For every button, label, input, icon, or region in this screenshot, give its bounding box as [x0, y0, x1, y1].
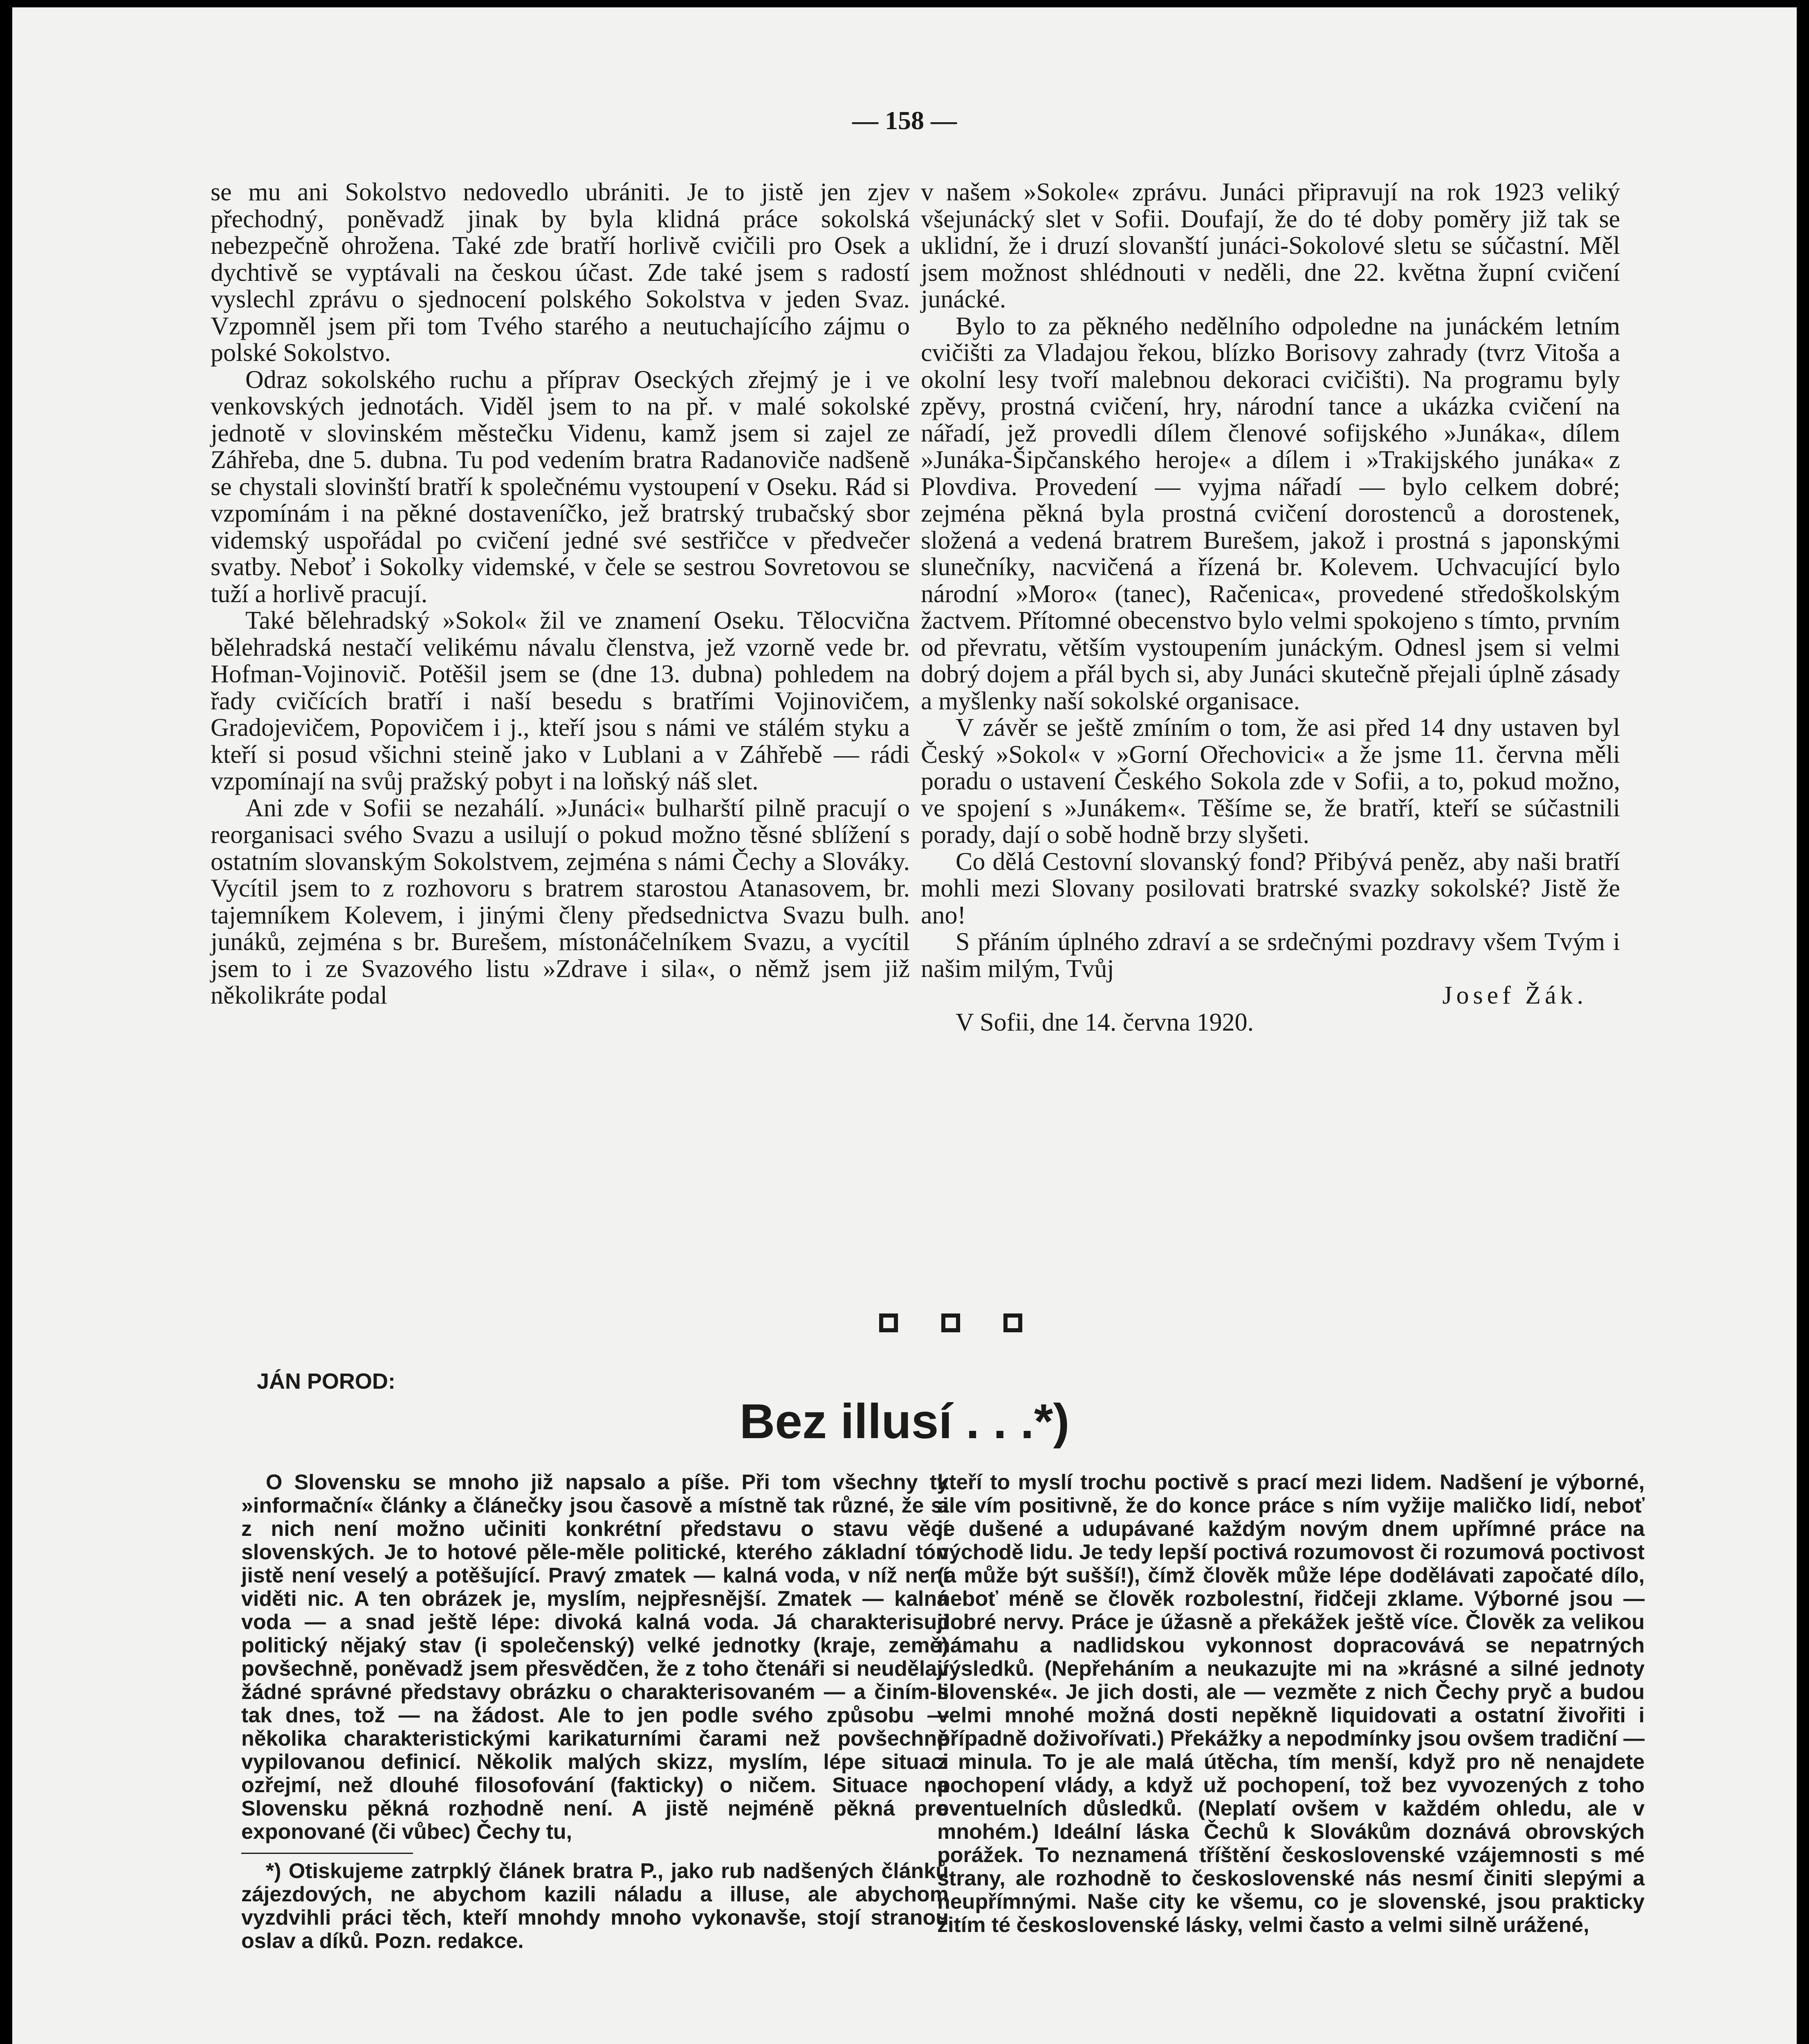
letter-dateline: V Sofii, dne 14. června 1920.: [956, 1008, 1254, 1036]
letter-paragraph: V závěr se ještě zmíním o tom, že asi před 14 dny ustaven byl Český »Sokol« v »Gorní Ořechovici« a že jsme 11. června měli poradu o ustavení Českého Sokola zde v Sofii, a to, pokud možno, ve spojení s »Junákem«. Těšíme se, že bratří, kteří se súčastnili porady, dají o sobě hodně brzy slyšeti.: [921, 714, 1620, 849]
article-title: Bez illusí . . .*): [739, 1394, 1070, 1449]
square-ornament-icon: [1003, 1313, 1022, 1332]
letter-paragraph: S přáním úplného zdraví a se srdečnými pozdravy všem Tvým i našim milým, Tvůj: [921, 928, 1620, 983]
page-number: — 158 —: [852, 106, 957, 135]
article-column-right: [937, 1471, 1645, 1937]
letter-paragraph: Co dělá Cestovní slovanský fond? Přibývá peněz, aby naši bratří mohli mezi Slovany posilovati bratrské svazky sokolské? Jistě že ano!: [921, 847, 1620, 929]
letter-paragraph: Ani zde v Sofii se nezahálí. »Junáci« bulharští pilně pracují o reorganisaci svého Svazu a usilují o pokud možno těsné sblížení s ostatním slovanským Sokolstvem, zejména s námi Čechy a Slováky. Vycítil jsem to z rozhovoru s bratrem starostou Atanasovem, br. tajemníkem Kolevem, i jinými členy předsednictva Svazu bulh. junáků, zejména s br. Burešem, místonáčelníkem Svazu, a vycítil jsem to i ze Svazového listu »Zdrave i sila«, o němž jsem již několikráte podal: [211, 794, 910, 1009]
article-paragraph: kteří to myslí trochu poctivě s prací mezi lidem. Nadšení je výborné, ale vím positivně, že do konce práce s ním vyžije maličko lidí, neboť je dušené a udupávané každým novým dnem upřímné práce na východě lidu. Je tedy lepší poctivá rozumovost či rozumová poctivost (a může být sušší!), čímž člověk může lépe dodělávati započaté dílo, neboť méně se člověk rozbolestní, řidčeji zklame. Výborné jsou — dobré nervy. Práce je úžasně a překážek ještě více. Člověk za velikou námahu a nadlidskou vykonnost dopracovává se nepatrných výsledků. (Nepřeháním a neukazujte mi na »krásné a silné jednoty slovenské«. Je jich dosti, ale — vezměte z nich Čechy pryč a budou velmi mnohé možná dosti nepěkně liquidovati a ostatní živořiti i případně doživořívati.) Překážky a nepodmínky jsou ovšem tradiční — z minula. To je ale malá útěcha, tím menší, když pro ně nenajdete pochopení vlády, a když už pochopení, tož bez vyvozených z toho eventuelních důsledků. (Neplatí ovšem v každém ohledu, ale v mnohém.) Ideální láska Čechů k Slovákům doznává obrovských porážek. To neznamená tříštění československé vzájemnosti s mé strany, ale rozhodně to československé nás nesmí činiti slepými a neupřímnými. Naše city ke všemu, co je slovenské, jsou prakticky žitím té československé lásky, velmi často a velmi silně urážené,: [937, 1470, 1645, 1937]
letter-paragraph: Bylo to za pěkného nedělního odpoledne na junáckém letním cvičišti za Vladajou řekou, blízko Borisovy zahrady (tvrz Vitoša a okolní lesy tvoří malebnou dekoraci cvičišti). Na programu byly zpěvy, prostná cvičení, hry, národní tance a ukázka cvičení na nářadí, jež provedli dílem členové sofijského »Junáka«, dílem »Junáka-Šipčanského heroje« a dílem i »Trakijského junáka« z Plovdiva. Provedení — vyjma nářadí — bylo celkem dobré; zejména pěkná byla prostná cvičení dorostenců a dorostenek, složená a vedená bratrem Burešem, jakož i prostná s japonskými slunečníky, nacvičená a řízená br. Kolevem. Uchvacující bylo národní »Moro« (tanec), Račenica«, provedené středoškolským žactvem. Přítomné obecenstvo bylo velmi spokojeno s tímto, prvním od převratu, větším vystoupením junáckým. Odnesl jsem si velmi dobrý dojem a přál bych si, aby Junáci skutečně přejali úplně zásady a myšlenky naší sokolské organisace.: [921, 312, 1620, 715]
footnote-divider: [241, 1853, 413, 1854]
letter-column-right: [921, 179, 1620, 1036]
letter-column-left: [211, 179, 910, 1009]
letter-paragraph: Také bělehradský »Sokol« žil ve znamení Oseku. Tělocvična bělehradská nestačí velikému návalu členstva, jež vzorně vede br. Hofman-Vojinovič. Potěšil jsem se (dne 13. dubna) pohledem na řady cvičících bratří i naší besedu s bratřími Vojinovičem, Gradojevičem, Popovičem i j., kteří jsou s námi ve stálém styku a kteří si posud všichni steině jako v Lublani a v Záhřebě — rádi vzpomínají na svůj pražský pobyt i na loňský náš slet.: [211, 607, 910, 795]
section-divider-ornament: [879, 1313, 1022, 1332]
article-column-left: [241, 1471, 949, 1953]
newspaper-page: [12, 7, 1797, 2044]
article-footnote: *) Otiskujeme zatrpklý článek bratra P., jako rub nadšených článků zájezdových, ne abychom kazili náladu a illuse, ale abychom vyzdvihli práci těch, kteří mnohdy mnoho vykonavše, stojí stranou oslav a díků. Pozn. redakce.: [241, 1859, 949, 1953]
letter-paragraph: v našem »Sokole« zprávu. Junáci připravují na rok 1923 veliký všejunácký slet v Sofii. Doufají, že do té doby poměry již tak se uklidní, že i druzí slovanští junáci-Sokolové sletu se súčastní. Měl jsem možnost shlédnouti v neděli, dne 22. května župní cvičení junácké.: [921, 178, 1620, 313]
letter-paragraph: Odraz sokolského ruchu a příprav Oseckých zřejmý je i ve venkovských jednotách. Viděl jsem to na př. v malé sokolské jednotě v slovinském městečku Videnu, kamž jsem si zajel ze Záhřeba, dne 5. dubna. Tu pod vedením bratra Radanoviče nadšeně se chystali slovinští bratří k společnému vystoupení v Oseku. Rád si vzpomínám i na pěkné dostaveníčko, jež bratrský trubačský sbor videmský uspořádal po cvičení jedné své sestřičce v předvečer svatby. Neboť i Sokolky videmské, v čele se sestrou Sovretovou se tuží a horlivě pracují.: [211, 365, 910, 608]
letter-paragraph: se mu ani Sokolstvo nedovedlo ubrániti. Je to jistě jen zjev přechodný, poněvadž jinak by byla klidná práce sokolská nebezpečně ohrožena. Také zde bratří horlivě cvičili pro Osek a dychtivě se vyptávali na českou účast. Zde také jsem s radostí vyslechl zprávu o sjednocení polského Sokolstva v jeden Svaz. Vzpomněl jsem při tom Tvého starého a neutuchajícího zájmu o polské Sokolstvo.: [211, 178, 910, 367]
letter-signature: Josef Žák.: [1442, 982, 1587, 1009]
article-paragraph: O Slovensku se mnoho již napsalo a píše. Při tom všechny ty »informační« články a článečky jsou časově a místně tak různé, že si z nich není možno učiniti konkrétní představu o stavu věcí slovenských. Je to hotové pěle-měle politické, kterého základní tón jistě není veselý a potěšující. Pravý zmatek — kalná voda, v níž není viděti nic. A ten obrázek je, myslím, nejpřesnější. Zmatek — kalná voda — a snad ještě lépe: divoká kalná voda. Já charakterisuji politický nějaký stav (i společenský) velké jednotky (kraje, země) povšechně, poněvadž jsem přesvědčen, že z toho čtenáři si neudělají žádné správné představy obrázku o charakterisovaném — a činím-li tak dnes, tož — na žádost. Ale to jen podle svého způsobu — několika charakteristickými karikaturními čarami než povšechně vypilovanou definicí. Několik malých skizz, myslím, lépe situaci ozřejmí, než dlouhé filosofování (fakticky) o ničem. Situace na Slovensku pěkná rozhodně není. A jistě nejméně pěkná pro exponované (či vůbec) Čechy tu,: [241, 1470, 949, 1844]
square-ornament-icon: [941, 1313, 960, 1332]
square-ornament-icon: [879, 1313, 898, 1332]
article-author: JÁN POROD:: [257, 1369, 396, 1394]
